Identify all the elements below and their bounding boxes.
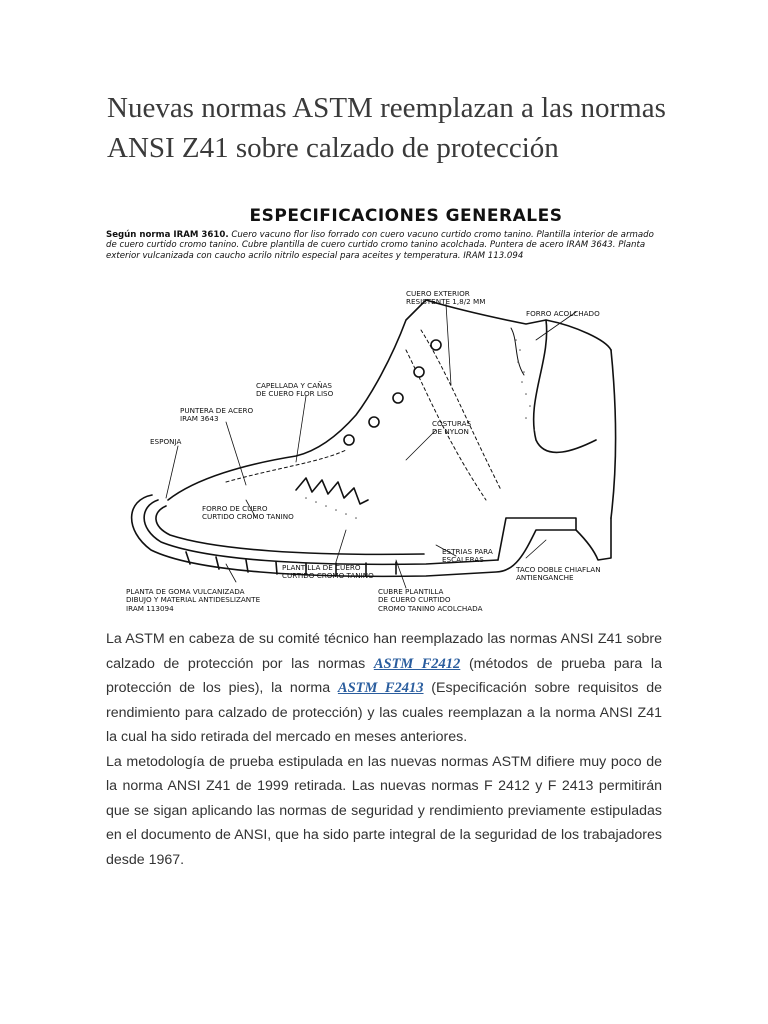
callout-estrias: ESTRIAS PARA ESCALERAS — [442, 547, 493, 565]
paragraph-1: La ASTM en cabeza de su comité técnico han reemplazado las normas ANSI Z41 sobre calzado de protección por las normas ASTM F2412 (métodos de prueba para la protección de los pies), la norma ASTM F2413 (Especificación sobre requisitos de rendimiento para calzado de protección) y las cuales reemplazan a la norma ANSI Z41 la cual ha sido retirada del mercado en meses anteriores. — [106, 631, 662, 745]
boot-upper — [168, 300, 426, 500]
paragraph-2: La metodología de prueba estipulada en las nuevas normas ASTM difiere muy poco de la norma ANSI Z41 de 1999 retirada. Las nuevas normas F 2412 y F 2413 permitirán que se sigan aplicando las normas de seguridad y rendimiento previamente estipuladas en el documento de ANSI, que ha sido parte integral de la seguridad de los trabajadores desde 1967. — [106, 753, 662, 868]
callout-esponja: ESPONJA — [150, 437, 182, 446]
callout-capellada: CAPELLADA Y CAÑAS DE CUERO FLOR LISO — [256, 381, 334, 399]
callout-costuras: COSTURAS DE NYLON — [432, 419, 472, 437]
callout-planta-goma: PLANTA DE GOMA VULCANIZADA DIBUJO Y MATERIAL ANTIDESLIZANTE IRAM 113094 — [126, 587, 261, 613]
link-astm-f2413[interactable]: ASTM F2413 — [337, 680, 424, 696]
boot-specification-figure — [106, 200, 666, 620]
eyelet — [369, 417, 379, 427]
callout-forro-cuero: FORRO DE CUERO CURTIDO CROMO TANINO — [202, 504, 294, 522]
link-astm-f2412[interactable]: ASTM F2412 — [373, 655, 461, 672]
eyelet — [344, 435, 354, 445]
eyelet — [393, 393, 403, 403]
figure-spec-text: Según norma IRAM 3610. Cuero vacuno flor liso forrado con cuero vacuno curtido cromo tanino. Plantilla interior de armado de cuero curtido cromo tanino. Cubre plantilla de cuero curtido cromo tanino acolchada. Puntera de acero IRAM 3643. Planta exterior vulcanizada con caucho acrilo nitrilo especial para aceites y temperatura. IRAM 113.094 — [106, 230, 654, 261]
article-body — [106, 627, 662, 872]
page-title: Nuevas normas ASTM reemplazan a las normas ANSI Z41 sobre calzado de protección — [107, 92, 666, 164]
callout-puntera: PUNTERA DE ACERO IRAM 3643 — [180, 406, 254, 424]
callout-cuero-exterior: CUERO EXTERIOR RESISTENTE 1,8/2 MM — [406, 289, 486, 307]
callout-forro-acolchado: FORRO ACOLCHADO — [526, 309, 600, 318]
eyelet — [414, 367, 424, 377]
callout-taco: TACO DOBLE CHIAFLAN ANTIENGANCHE — [516, 565, 601, 583]
figure-heading: ESPECIFICACIONES GENERALES — [249, 206, 563, 226]
callout-cubre-plantilla: CUBRE PLANTILLA DE CUERO CURTIDO CROMO TANINO ACOLCHADA — [378, 587, 483, 613]
eyelet — [431, 340, 441, 350]
callout-plantilla: PLANTILLA DE CUERO CURTIDO CROMO TANINO — [282, 563, 374, 581]
